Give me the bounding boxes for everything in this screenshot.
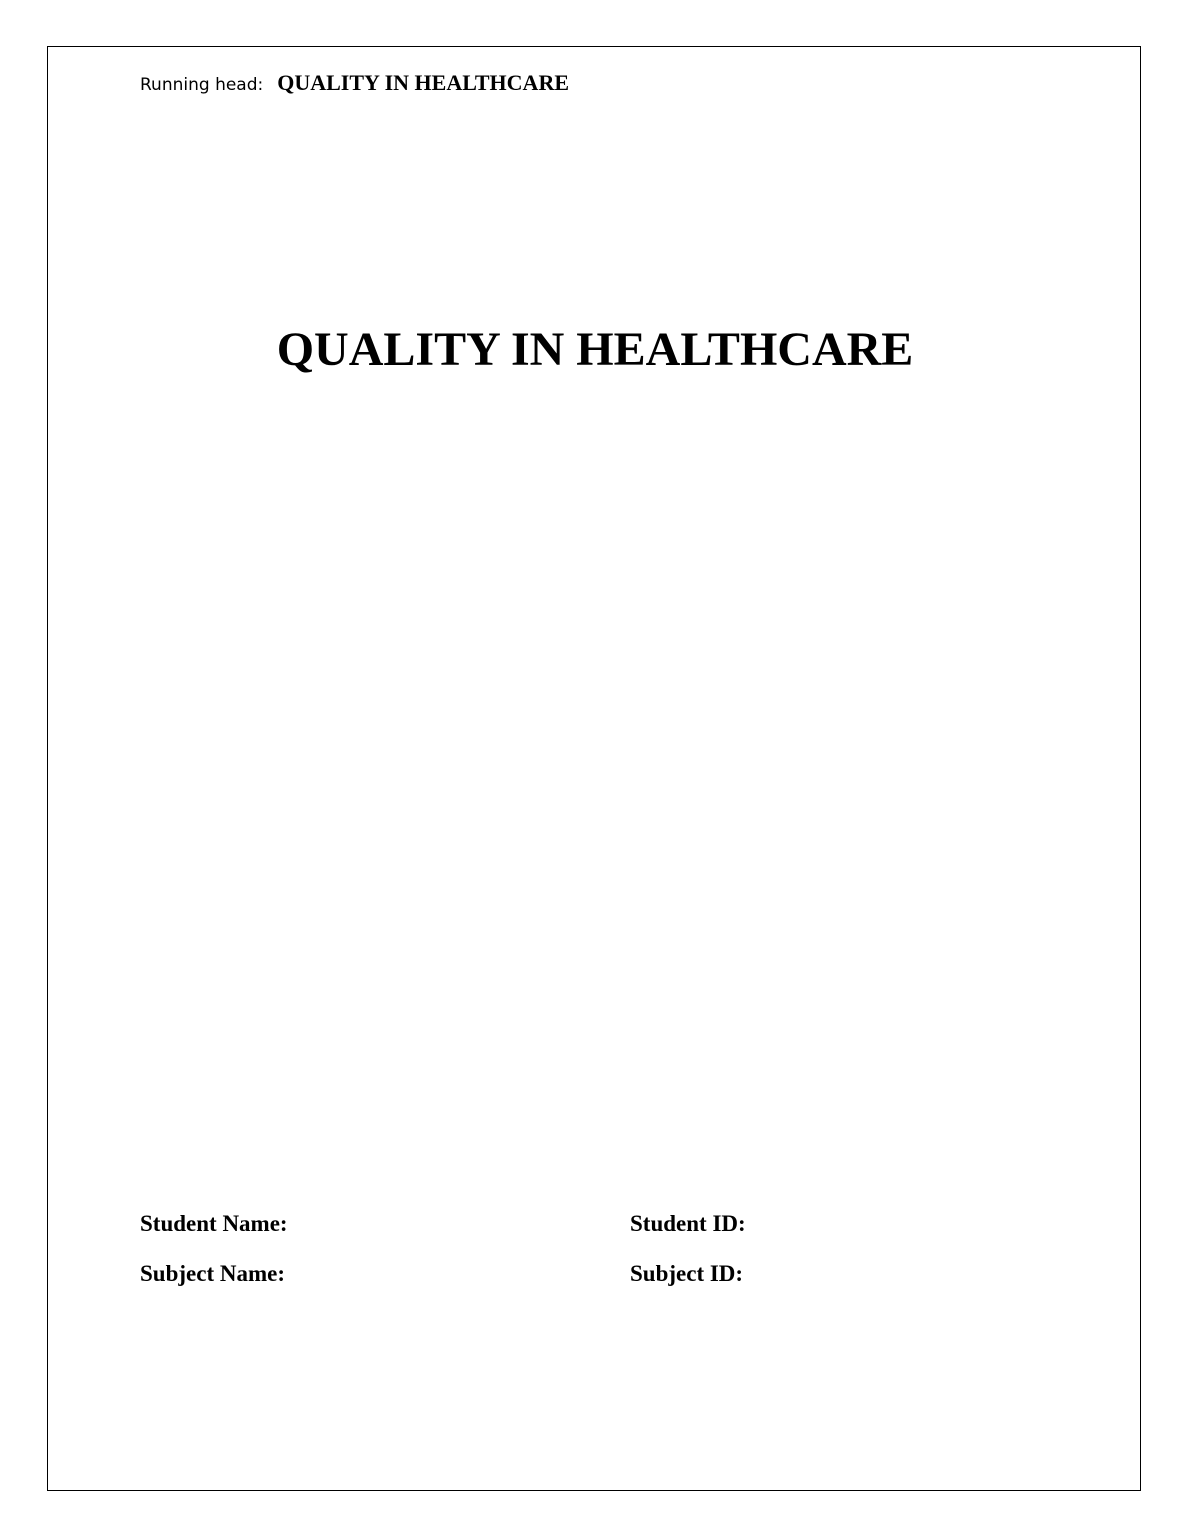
subject-id-label: Subject ID: xyxy=(630,1261,744,1286)
subject-name-label: Subject Name: xyxy=(140,1261,285,1286)
running-head-title: QUALITY IN HEALTHCARE xyxy=(277,70,570,95)
running-head xyxy=(140,70,569,100)
student-id-label: Student ID: xyxy=(630,1211,746,1236)
student-name-label: Student Name: xyxy=(140,1211,288,1236)
document-title: QUALITY IN HEALTHCARE xyxy=(276,323,914,376)
running-head-label: Running head: xyxy=(140,75,264,95)
